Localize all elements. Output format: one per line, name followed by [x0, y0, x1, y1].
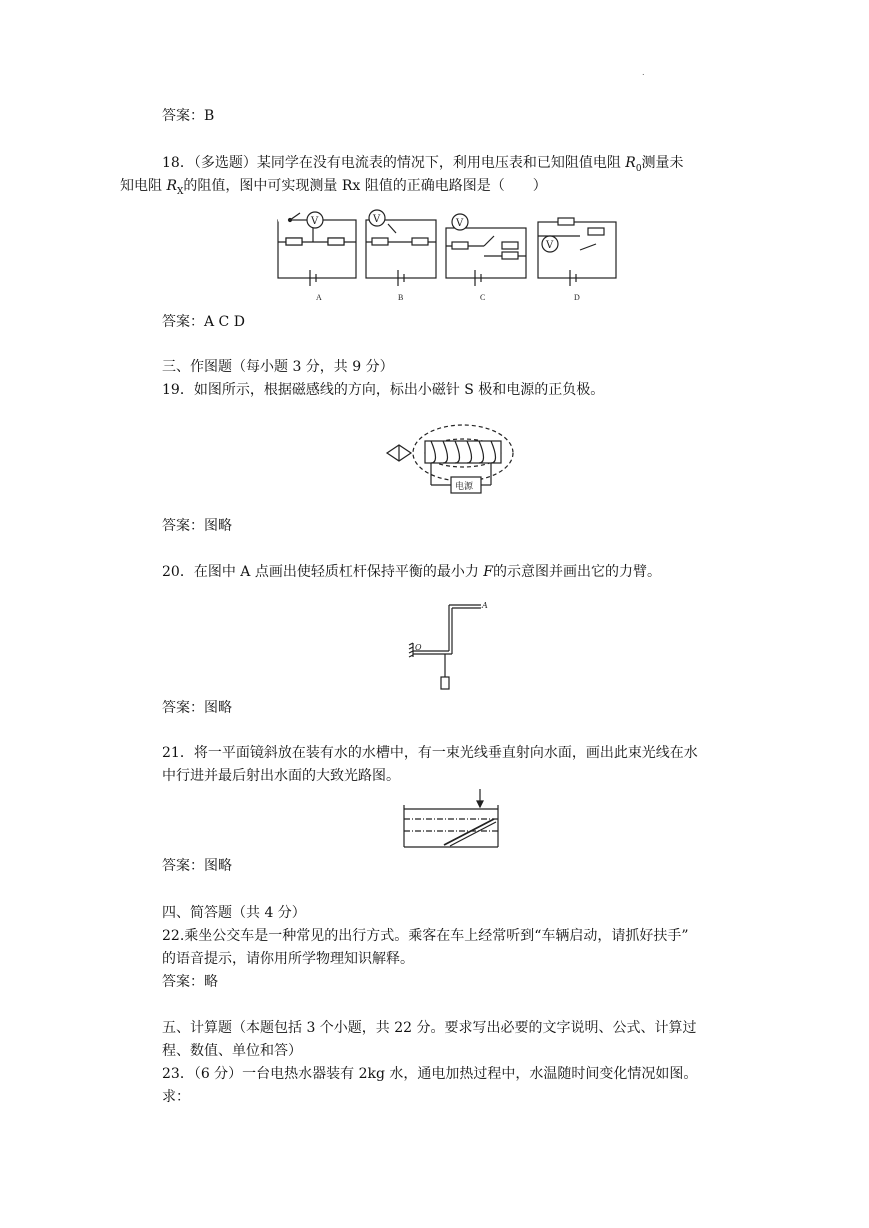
q22-line2: 的语音提示，请你用所学物理知识解释。	[162, 951, 414, 967]
circuit-d	[538, 218, 616, 286]
q20-lever-diagram	[405, 595, 495, 695]
section5-line2: 程、数值、单位和答）	[162, 1043, 302, 1059]
q20-answer: 答案：图略	[162, 700, 232, 716]
q21-line2: 中行进并最后射出水面的大致光路图。	[162, 768, 400, 784]
q18-line1: 18．（多选题）某同学在没有电流表的情况下，利用电压表和已知阻值电阻 $R_0$测量未	[162, 155, 684, 174]
svg-text:V: V	[456, 218, 464, 229]
q21-water-tank-diagram	[400, 787, 500, 849]
svg-text:V: V	[311, 216, 319, 227]
q21-answer: 答案：图略	[162, 858, 232, 874]
q22-line1: 22.乘坐公交车是一种常见的出行方式。乘客在车上经常听到“车辆启动，请抓好扶手”	[162, 928, 689, 944]
q20-text: 20．在图中 A 点画出使轻质杠杆保持平衡的最小力 F的示意图并画出它的力臂。	[162, 564, 661, 580]
q17-answer: 答案：B	[162, 108, 215, 124]
q21-line1: 21．将一平面镜斜放在装有水的水槽中，有一束光线垂直射向水面，画出此束光线在水	[162, 745, 698, 761]
point-o-label: O	[415, 643, 422, 652]
section3-heading: 三、作图题（每小题 3 分，共 9 分）	[162, 359, 394, 375]
q23-line1: 23．（6 分）一台电热水器装有 2kg 水，通电加热过程中，水温随时间变化情况如图。	[162, 1066, 698, 1082]
circuit-label-d: D	[574, 293, 580, 302]
corner-mark: .	[642, 68, 645, 77]
point-a-label: A	[482, 601, 488, 610]
circuit-label-c: C	[480, 293, 486, 302]
circuit-a	[278, 212, 356, 286]
q18-line2: 知电阻 $R_X$的阻值，图中可实现测量 Rx 阻值的正确电路图是（ ）	[120, 178, 547, 197]
svg-text:V: V	[546, 240, 554, 251]
section5-line1: 五、计算题（本题包括 3 个小题，共 22 分。要求写出必要的文字说明、公式、计算过	[162, 1020, 697, 1036]
power-source-label: 电源	[455, 482, 474, 492]
circuit-label-a: A	[316, 293, 322, 302]
q18-circuit-diagrams	[270, 200, 630, 308]
q22-answer: 答案：略	[162, 974, 218, 990]
section4-heading: 四、简答题（共 4 分）	[162, 905, 306, 921]
q19-text: 19．如图所示，根据磁感线的方向，标出小磁针 S 极和电源的正负极。	[162, 382, 605, 398]
circuit-label-b: B	[398, 293, 404, 302]
svg-text:V: V	[373, 214, 381, 225]
circuit-b	[366, 210, 436, 286]
q18-answer: 答案：A C D	[162, 314, 245, 330]
circuit-c	[446, 214, 526, 286]
q23-line2: 求：	[162, 1089, 190, 1105]
q19-answer: 答案：图略	[162, 518, 232, 534]
q19-solenoid-diagram	[385, 415, 515, 505]
